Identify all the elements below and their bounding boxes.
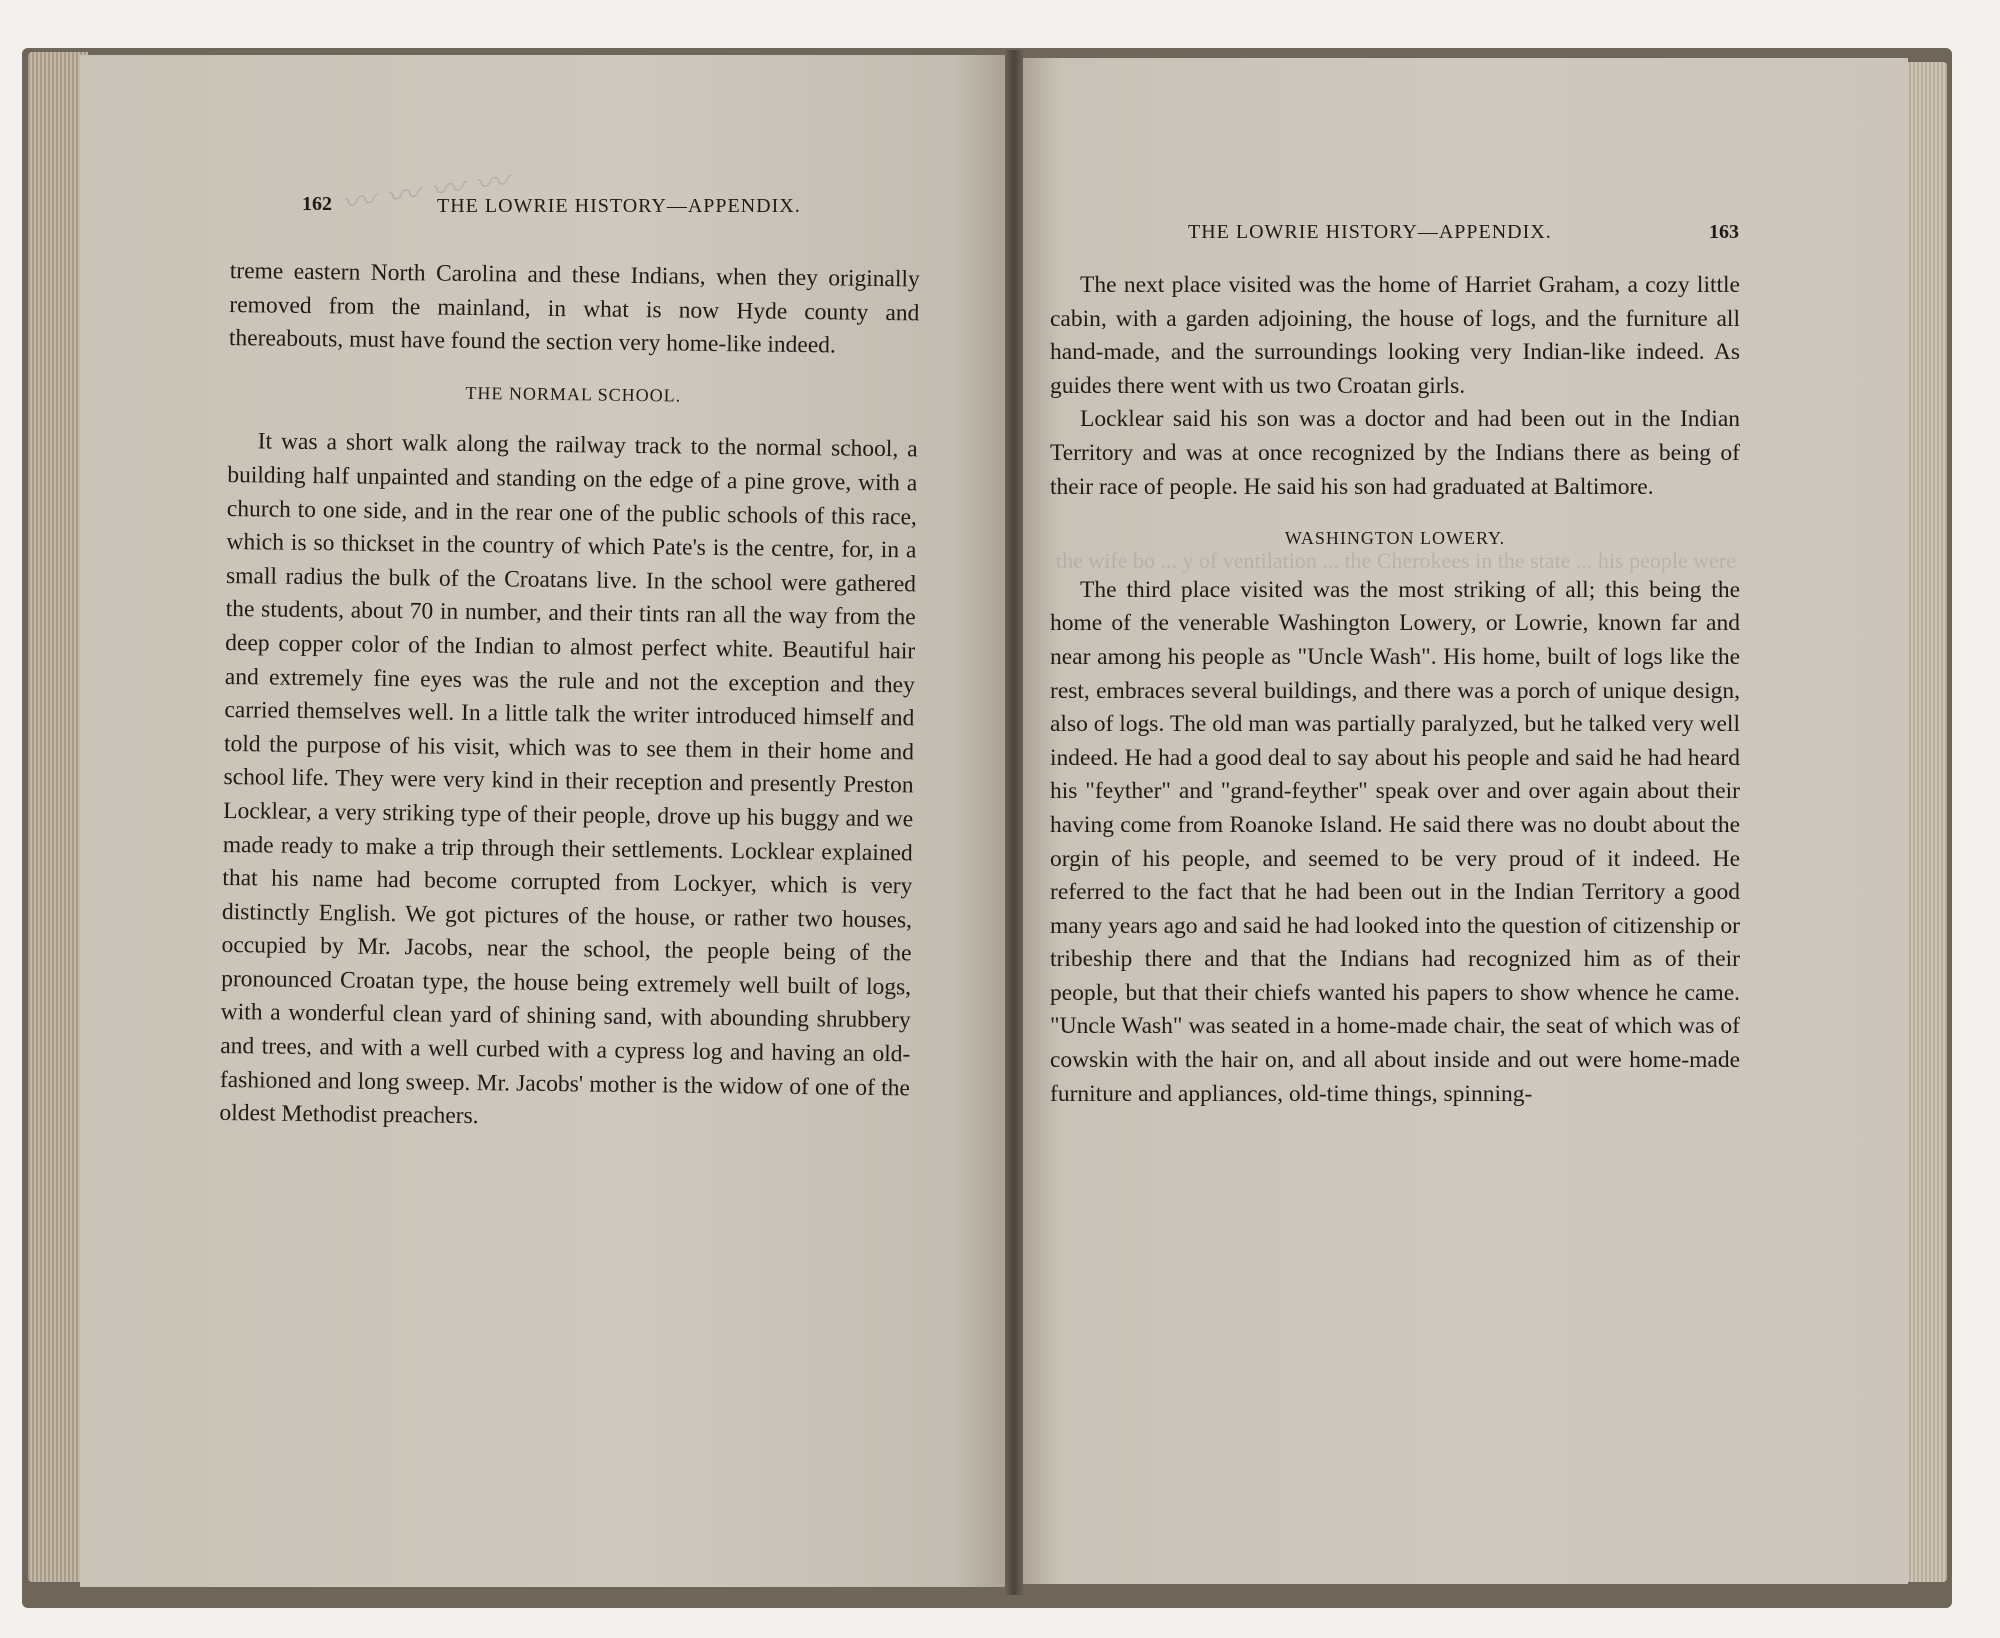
pencil-marks: 〰 〰 〰 〰: [338, 161, 511, 225]
page-number-right: 163: [1709, 221, 1739, 243]
section-title-washington-lowery: WASHINGTON LOWERY.: [1284, 528, 1506, 549]
normal-school-paragraph: It was a short walk along the railway track to the normal school, a building half unpainted and standing on the edge of a pine grove, with a church to one side, and in the rear one of the public schools of this race, which is so thickset in the country of which Pate's is the centre, for, in a small radius the bulk of the Croatans live. In the school were gathered the students, about 70 in number, and their tints ran all the way from the deep copper color of the Indian to almost perfect white. Beautiful hair and extremely fine eyes was the rule and not the exception and they carried themselves well. In a little talk the writer introduced himself and told the purpose of his visit, which was to see them in their home and school life. They were very kind in their reception and presently Preston Locklear, a very striking type of their people, drove up his buggy and we made ready to make a trip through their settlements. Locklear explained that his name had become corrupted from Lockyer, which is very distinctly English. We got pictures of the house, or rather two houses, occupied by Mr. Jacobs, near the school, the people being of the pronounced Croatan type, the house being extremely well built of logs, with a wonderful clean yard of shining sand, with abounding shrubbery and trees, and with a well curbed with a cypress log and having an old-fashioned and long sweep. Mr. Jacobs' mother is the widow of one of the oldest Methodist preachers.: [219, 428, 918, 1130]
left-text-column: [219, 255, 920, 1139]
locklear-son-paragraph: Locklear said his son was a doctor and had been out in the Indian Territory and was at once recognized by the Indians there as being of their race of people. He said his son had graduated at Baltimore.: [1050, 406, 1740, 500]
page-number-left: 162: [302, 193, 332, 215]
washington-lowery-paragraph: The third place visited was the most striking of all; this being the home of the venerable Washington Lowery, or Lowrie, known far and near among his people as "Uncle Wash". His home, built of logs like the rest, embraces several buildings, and there was a porch of unique design, also of logs. The old man was partially paralyzed, but he talked very well indeed. He had a good deal to say about his people and said he had heard his "feyther" and "grand-feyther" speak over and over again about their having come from Roanoke Island. He said there was no doubt about the orgin of his people, and seemed to be very proud of it indeed. He referred to the fact that he had been out in the Indian Territory a good many years ago and said he had looked into the question of citizenship or tribeship there and that the Indians had recognized him as of their people, but that their chiefs wanted his papers to show whence he came. "Uncle Wash" was seated in a home-made chair, the seat of which was of cowskin with the hair on, and all about inside and out were home-made furniture and appliances, old-time things, spinning-: [1050, 576, 1740, 1107]
running-head-right: THE LOWRIE HISTORY—APPENDIX.: [1188, 221, 1552, 243]
running-head-left: THE LOWRIE HISTORY—APPENDIX.: [437, 195, 801, 217]
section-title-normal-school: THE NORMAL SCHOOL.: [465, 382, 682, 406]
intro-paragraph: treme eastern North Carolina and these Indians, when they originally removed from the mainland, in what is now Hyde county and thereabouts, must have found the section very home-like indeed.: [228, 257, 920, 359]
left-page: [80, 55, 1010, 1587]
left-page-edges: [28, 52, 88, 1582]
bleed-through-text: the wife bo ... y of ventilation ... the Cherokees in the state ... his people were: [1056, 548, 1736, 573]
book-gutter: [1005, 50, 1023, 1595]
right-page: [1016, 58, 1908, 1584]
right-text-column: [1050, 269, 1740, 1111]
harriet-graham-paragraph: The next place visited was the home of Harriet Graham, a cozy little cabin, with a garden adjoining, the house of logs, and the furniture all hand-made, and the surroundings looking very Indian-like indeed. As guides there went with us two Croatan girls.: [1050, 272, 1740, 399]
right-page-edges: [1905, 62, 1947, 1582]
